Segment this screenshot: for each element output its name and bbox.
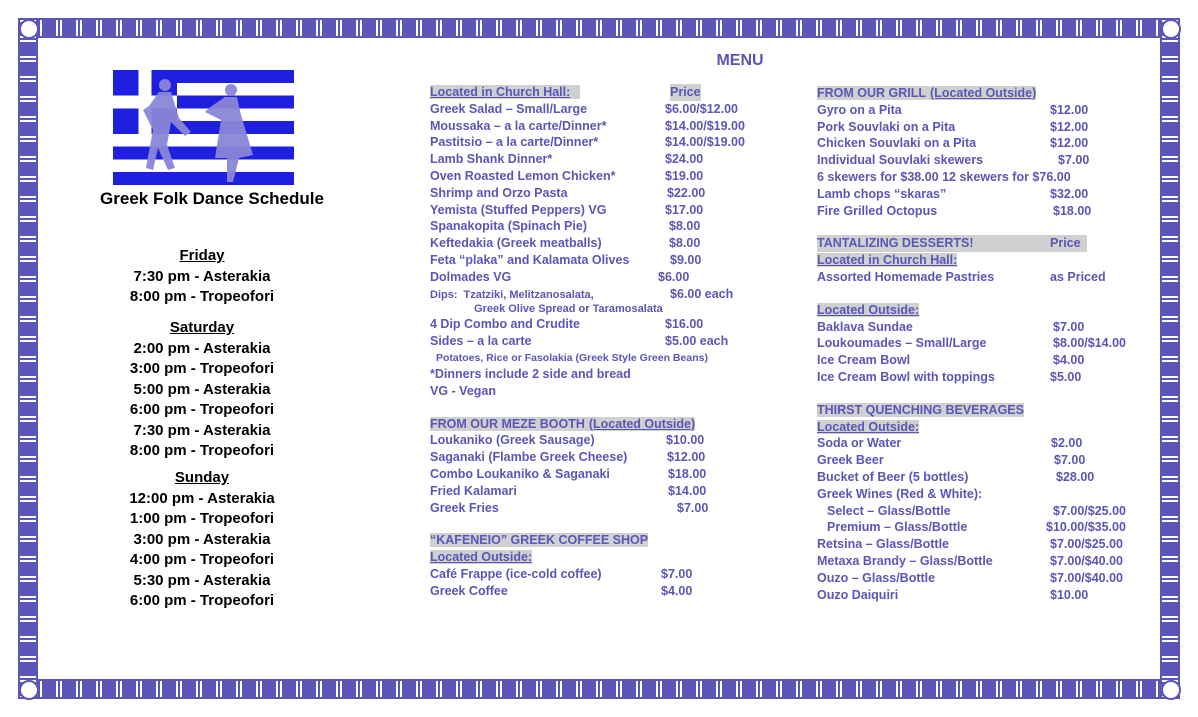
menu-item: Spanakopita (Spinach Pie) $8.00	[430, 219, 701, 234]
menu-item: Dolmades VG $6.00	[430, 269, 690, 284]
corner-circle-icon	[19, 680, 39, 700]
schedule-slot: 4:00 pm - Tropeofori	[129, 551, 275, 568]
section-subheader: Located in Church Hall:	[817, 253, 958, 268]
greek-flag-dancers-image	[113, 70, 294, 185]
dips-detail: Greek Olive Spread or Taramosalata	[474, 303, 663, 316]
corner-circle-icon	[19, 19, 39, 39]
dinner-note: *Dinners include 2 side and bread	[430, 366, 631, 381]
dance-schedule-title: Greek Folk Dance Schedule	[100, 189, 324, 208]
menu-item: Ouzo Daiquiri $10.00	[817, 587, 1089, 602]
menu-item: Greek Beer $7.00	[817, 453, 1086, 468]
section-title: Located in Church Hall:	[430, 85, 580, 99]
skewers-deal: 6 skewers for $38.00 12 skewers for $76.00	[817, 169, 1071, 184]
menu-item: Keftedakia (Greek meatballs) $8.00	[430, 236, 701, 251]
vegan-note: VG - Vegan	[430, 383, 496, 398]
menu-item: Greek Fries $7.00	[430, 500, 709, 515]
menu-item: Moussaka – a la carte/Dinner* $14.00/$19.00	[430, 118, 745, 133]
schedule-slot: 5:30 pm - Asterakia	[133, 571, 271, 589]
menu-item: Ice Cream Bowl $4.00	[817, 353, 1085, 368]
schedule-slot: 6:00 pm - Tropeofori	[129, 592, 275, 609]
menu-item: Chicken Souvlaki on a Pita $12.00	[817, 136, 1089, 151]
menu-item: Feta “plaka” and Kalamata Olives $9.00	[430, 252, 702, 267]
day-heading: Friday	[179, 247, 225, 264]
sides-detail: Potatoes, Rice or Fasolakia (Greek Style Green Beans)	[436, 351, 708, 364]
section-header-beverages: THIRST QUENCHING BEVERAGES	[817, 402, 1024, 417]
menu-item: Loukoumades – Small/Large $8.00/$14.00	[817, 336, 1126, 351]
menu-column-right	[817, 85, 1147, 603]
saturday-schedule	[92, 318, 312, 462]
day-heading: Saturday	[169, 319, 235, 336]
greek-key-border-bottom	[18, 679, 1180, 699]
menu-item: Greek Coffee $4.00	[430, 583, 693, 598]
greek-key-border-right	[1160, 18, 1180, 699]
menu-item: Pastitsio – a la carte/Dinner* $14.00/$19.00	[430, 135, 745, 150]
menu-item: Pork Souvlaki on a Pita $12.00	[817, 119, 1089, 134]
menu-item: 4 Dip Combo and Crudite $16.00	[430, 317, 704, 332]
schedule-slot: 5:00 pm - Asterakia	[133, 380, 271, 398]
menu-item: Baklava Sundae $7.00	[817, 319, 1085, 334]
schedule-slot: 8:00 pm - Tropeofori	[129, 442, 275, 459]
section-header-grill: FROM OUR GRILL (Located Outside)	[817, 86, 1037, 100]
section-header-kafeneio: “KAFENEIO” GREEK COFFEE SHOP	[430, 533, 649, 548]
price-header: Price	[1050, 236, 1081, 251]
section-header-desserts: TANTALIZING DESSERTS! Price	[817, 235, 1147, 252]
menu-item: Soda or Water $2.00	[817, 436, 1083, 451]
menu-item: Ice Cream Bowl with toppings $5.00	[817, 369, 1082, 384]
wines-label: Greek Wines (Red & White):	[817, 486, 983, 501]
section-header-meze: FROM OUR MEZE BOOTH (Located Outside)	[430, 416, 696, 431]
schedule-slot: 3:00 pm - Asterakia	[133, 530, 271, 548]
schedule-slot: 7:30 pm - Asterakia	[133, 267, 271, 285]
section-subheader: Located Outside:	[817, 302, 920, 317]
corner-circle-icon	[1161, 19, 1181, 39]
menu-item: Lamb Shank Dinner* $24.00	[430, 152, 704, 167]
sunday-schedule	[92, 468, 312, 612]
menu-item: Lamb chops “skaras” $32.00	[817, 186, 1089, 201]
schedule-slot: 8:00 pm - Tropeofori	[129, 288, 275, 305]
menu-item: Premium – Glass/Bottle $10.00/$35.00	[827, 520, 1126, 535]
schedule-slot: 1:00 pm - Tropeofori	[129, 510, 275, 527]
menu-item: Ouzo – Glass/Bottle $7.00/$40.00	[817, 570, 1123, 585]
section-subheader: Located Outside:	[817, 419, 920, 434]
menu-item: Fire Grilled Octopus $18.00	[817, 203, 1092, 218]
day-heading: Sunday	[174, 469, 230, 486]
menu-title: MENU	[716, 52, 764, 69]
section-header-church-hall	[430, 84, 790, 101]
menu-item: Individual Souvlaki skewers $7.00	[817, 153, 1090, 168]
menu-item: Metaxa Brandy – Glass/Bottle $7.00/$40.00	[817, 553, 1123, 568]
schedule-slot: 6:00 pm - Tropeofori	[129, 401, 275, 418]
menu-item: Shrimp and Orzo Pasta $22.00	[430, 185, 706, 200]
greek-key-border-top	[18, 18, 1180, 38]
menu-item: Gyro on a Pita $12.00	[817, 102, 1089, 117]
menu-item: Café Frappe (ice-cold coffee) $7.00	[430, 566, 693, 581]
menu-item: Bucket of Beer (5 bottles) $28.00	[817, 469, 1095, 484]
menu-item: Combo Loukaniko & Saganaki $18.00	[430, 466, 707, 481]
menu-item: Oven Roasted Lemon Chicken* $19.00	[430, 168, 704, 183]
menu-item: Saganaki (Flambe Greek Cheese) $12.00	[430, 450, 706, 465]
menu-item: Yemista (Stuffed Peppers) VG $17.00	[430, 202, 704, 217]
schedule-slot: 2:00 pm - Asterakia	[133, 339, 271, 357]
menu-item: Retsina – Glass/Bottle $7.00/$25.00	[817, 537, 1123, 552]
greek-key-border-left	[18, 18, 38, 699]
menu-item: Assorted Homemade Pastries as Priced	[817, 269, 1106, 284]
menu-item: Sides – a la carte $5.00 each	[430, 334, 729, 349]
menu-item: Fried Kalamari $14.00	[430, 483, 707, 498]
menu-item: Greek Salad – Small/Large $6.00/$12.00	[430, 101, 738, 116]
friday-schedule	[92, 246, 312, 308]
menu-item: Loukaniko (Greek Sausage) $10.00	[430, 433, 705, 448]
schedule-slot: 7:30 pm - Asterakia	[133, 421, 271, 439]
menu-column-middle	[430, 84, 790, 600]
schedule-slot: 3:00 pm - Tropeofori	[129, 360, 275, 377]
price-header: Price	[670, 85, 701, 99]
corner-circle-icon	[1161, 680, 1181, 700]
section-subheader: Located Outside:	[430, 550, 533, 565]
schedule-slot: 12:00 pm - Asterakia	[129, 489, 275, 507]
menu-item-dips: Dips: Tzatziki, Melitzanosalata, $6.00 each	[430, 286, 734, 301]
menu-item: Select – Glass/Bottle $7.00/$25.00	[827, 503, 1126, 518]
